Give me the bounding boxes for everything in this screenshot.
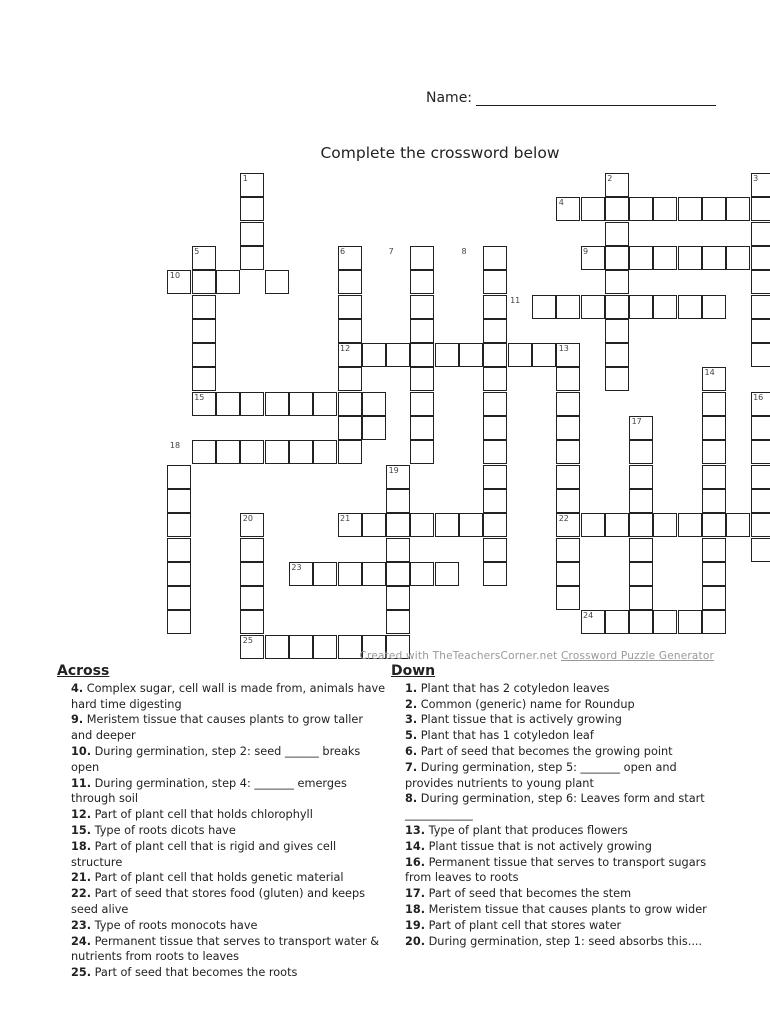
across-heading: Across <box>57 663 110 679</box>
clue-number-label: 8 <box>461 246 467 256</box>
clue-text: Part of plant cell that holds chlorophyll <box>91 808 313 822</box>
grid-cell[interactable] <box>167 562 191 586</box>
grid-cell[interactable] <box>483 513 507 537</box>
clue-number-label: 23 <box>291 562 302 572</box>
clue-number: 11. <box>71 776 92 790</box>
grid-cell[interactable] <box>435 513 459 537</box>
down-clue <box>391 712 721 728</box>
grid-cell[interactable] <box>313 635 337 659</box>
grid-cell[interactable] <box>678 197 702 221</box>
grid-cell[interactable] <box>240 222 264 246</box>
across-clue <box>57 744 387 776</box>
clue-number: 24. <box>71 934 92 948</box>
down-clue <box>391 760 721 792</box>
clue-number: 17. <box>405 887 426 901</box>
grid-cell[interactable] <box>702 197 726 221</box>
grid-cell[interactable] <box>751 513 770 537</box>
clue-number-label: 18 <box>169 441 181 451</box>
grid-cell[interactable] <box>265 440 289 464</box>
grid-cell[interactable] <box>192 295 216 319</box>
grid-cell[interactable] <box>678 295 702 319</box>
grid-cell[interactable] <box>240 562 264 586</box>
across-clue <box>57 918 387 934</box>
grid-cell[interactable] <box>386 489 410 513</box>
grid-cell[interactable] <box>410 319 434 343</box>
grid-cell[interactable] <box>702 586 726 610</box>
grid-cell[interactable] <box>265 392 289 416</box>
clue-number: 16. <box>405 855 426 869</box>
grid-cell[interactable] <box>362 513 386 537</box>
clue-number: 5. <box>405 729 418 743</box>
across-clue <box>57 823 387 839</box>
grid-cell[interactable] <box>410 270 434 294</box>
clue-number: 22. <box>71 887 92 901</box>
grid-cell[interactable] <box>240 586 264 610</box>
clue-number-label: 19 <box>388 465 399 475</box>
clue-number-label: 1 <box>242 174 248 183</box>
grid-cell[interactable] <box>605 270 629 294</box>
grid-cell[interactable] <box>338 319 362 343</box>
grid-cell[interactable] <box>192 319 216 343</box>
clue-text: Meristem tissue that causes plants to grow wider <box>425 902 707 916</box>
grid-cell[interactable] <box>289 635 313 659</box>
clue-number: 1. <box>405 681 418 695</box>
down-heading: Down <box>391 663 436 679</box>
clue-number: 4. <box>71 681 84 695</box>
clue-text: Part of plant cell that holds genetic material <box>91 871 344 885</box>
grid-cell[interactable] <box>702 440 726 464</box>
grid-cell[interactable] <box>629 246 653 270</box>
clue-number-label: 21 <box>340 514 351 524</box>
grid-cell[interactable] <box>216 392 240 416</box>
grid-cell[interactable] <box>483 270 507 294</box>
grid-cell[interactable] <box>653 197 677 221</box>
grid-cell[interactable] <box>167 465 191 489</box>
clue-number-label: 10 <box>169 271 181 281</box>
grid-cell[interactable] <box>362 562 386 586</box>
across-clue <box>57 776 387 808</box>
grid-cell[interactable] <box>751 246 770 270</box>
clue-number: 3. <box>405 713 418 727</box>
clue-number: 2. <box>405 697 418 711</box>
grid-cell[interactable] <box>410 343 434 367</box>
grid-cell[interactable] <box>702 465 726 489</box>
grid-cell[interactable] <box>386 586 410 610</box>
clue-number: 10. <box>71 744 92 758</box>
grid-cell[interactable] <box>410 562 434 586</box>
grid-cell[interactable] <box>483 319 507 343</box>
clue-text: Type of plant that produces flowers <box>425 823 628 837</box>
grid-cell[interactable] <box>410 440 434 464</box>
grid-cell[interactable] <box>192 367 216 391</box>
grid-cell[interactable] <box>410 513 434 537</box>
grid-cell[interactable] <box>435 562 459 586</box>
grid-cell[interactable] <box>338 295 362 319</box>
grid-cell[interactable] <box>483 562 507 586</box>
grid-cell[interactable] <box>629 465 653 489</box>
grid-cell[interactable] <box>386 562 410 586</box>
down-clues <box>391 664 721 949</box>
grid-cell[interactable] <box>167 538 191 562</box>
credit-text: Created with TheTeachersCorner.net <box>359 650 561 662</box>
grid-cell[interactable] <box>605 343 629 367</box>
across-clue <box>57 965 387 981</box>
clue-text: Part of seed that becomes the stem <box>425 887 632 901</box>
across-clues <box>57 664 387 981</box>
across-list <box>57 681 387 981</box>
clue-number: 18. <box>405 902 426 916</box>
grid-cell[interactable] <box>653 610 677 634</box>
grid-cell[interactable] <box>289 392 313 416</box>
grid-cell[interactable] <box>629 197 653 221</box>
clue-number-label: 20 <box>242 514 253 524</box>
grid-cell[interactable] <box>751 319 770 343</box>
grid-cell[interactable] <box>459 343 483 367</box>
across-clue <box>57 839 387 871</box>
clue-number-label: 7 <box>388 246 394 256</box>
grid-cell[interactable] <box>410 295 434 319</box>
grid-cell[interactable] <box>629 538 653 562</box>
clue-text: Plant tissue that is not actively growing <box>425 839 652 853</box>
grid-cell[interactable] <box>556 586 580 610</box>
clue-number-label: 24 <box>583 611 594 621</box>
clue-number-label: 3 <box>753 174 759 183</box>
grid-cell[interactable] <box>726 246 750 270</box>
clue-text: During germination, step 4: _______ emerges through soil <box>71 776 347 806</box>
clue-text: Meristem tissue that causes plants to grow taller and deeper <box>71 713 364 743</box>
grid-cell[interactable] <box>556 489 580 513</box>
grid-cell[interactable] <box>459 513 483 537</box>
across-clue <box>57 681 387 713</box>
grid-cell[interactable] <box>338 635 362 659</box>
grid-cell[interactable] <box>702 538 726 562</box>
clue-text: Plant that has 2 cotyledon leaves <box>417 681 610 695</box>
clue-number-label: 22 <box>558 514 569 524</box>
credit-line <box>360 650 715 662</box>
grid-cell[interactable] <box>240 392 264 416</box>
down-clue <box>391 918 721 934</box>
clue-text: During germination, step 6: Leaves form and start ____________ <box>405 792 705 822</box>
grid-cell[interactable] <box>726 197 750 221</box>
grid-cell[interactable] <box>167 610 191 634</box>
grid-cell[interactable] <box>702 392 726 416</box>
grid-cell[interactable] <box>338 270 362 294</box>
clue-number: 6. <box>405 744 418 758</box>
clue-number: 18. <box>71 839 92 853</box>
generator-link[interactable]: Crossword Puzzle Generator <box>561 650 714 662</box>
clue-text: Permanent tissue that serves to transport water & nutrients from roots to leaves <box>71 934 380 964</box>
grid-cell[interactable] <box>338 416 362 440</box>
grid-cell[interactable] <box>702 513 726 537</box>
grid-cell[interactable] <box>483 440 507 464</box>
grid-cell[interactable] <box>532 295 556 319</box>
clue-text: During germination, step 5: _______ open and provides nutrients to young plant <box>405 760 677 790</box>
grid-cell[interactable] <box>605 513 629 537</box>
grid-cell[interactable] <box>556 562 580 586</box>
down-clue <box>391 855 721 887</box>
grid-cell[interactable] <box>751 197 770 221</box>
clue-number-label: 14 <box>704 368 715 378</box>
grid-cell[interactable] <box>678 513 702 537</box>
grid-cell[interactable] <box>653 295 677 319</box>
clue-number: 23. <box>71 918 92 932</box>
clue-text: Part of plant cell that is rigid and gives cell structure <box>71 839 337 869</box>
clue-number-label: 13 <box>558 344 569 354</box>
grid-cell[interactable] <box>629 562 653 586</box>
grid-cell[interactable] <box>556 416 580 440</box>
grid-cell[interactable] <box>240 197 264 221</box>
clue-number: 20. <box>405 934 426 948</box>
grid-cell[interactable] <box>240 246 264 270</box>
grid-cell[interactable] <box>605 319 629 343</box>
down-clue <box>391 886 721 902</box>
clue-number-label: 16 <box>753 392 764 402</box>
grid-cell[interactable] <box>483 246 507 270</box>
grid-cell[interactable] <box>410 392 434 416</box>
grid-cell[interactable] <box>702 489 726 513</box>
clue-number-label: 9 <box>583 246 589 256</box>
grid-cell[interactable] <box>362 416 386 440</box>
clue-number-label: 2 <box>607 174 613 183</box>
grid-cell[interactable] <box>605 222 629 246</box>
grid-cell[interactable] <box>751 440 770 464</box>
grid-cell[interactable] <box>435 343 459 367</box>
clue-number: 12. <box>71 808 92 822</box>
down-clue <box>391 791 721 823</box>
grid-cell[interactable] <box>338 562 362 586</box>
grid-cell[interactable] <box>313 392 337 416</box>
clue-number: 8. <box>405 792 418 806</box>
grid-cell[interactable] <box>313 440 337 464</box>
grid-cell[interactable] <box>556 367 580 391</box>
down-clue <box>391 744 721 760</box>
grid-cell[interactable] <box>410 246 434 270</box>
grid-cell[interactable] <box>313 562 337 586</box>
grid-cell[interactable] <box>483 538 507 562</box>
grid-cell[interactable] <box>605 367 629 391</box>
clue-text: Part of seed that stores food (gluten) and keeps seed alive <box>71 887 366 916</box>
clue-number: 25. <box>71 966 92 980</box>
grid-cell[interactable] <box>751 416 770 440</box>
grid-cell[interactable] <box>702 562 726 586</box>
grid-cell[interactable] <box>216 440 240 464</box>
across-clue <box>57 886 387 918</box>
clue-text: Type of roots monocots have <box>91 918 258 932</box>
down-clue <box>391 681 721 697</box>
across-clue <box>57 712 387 744</box>
grid-cell[interactable] <box>483 489 507 513</box>
grid-cell[interactable] <box>556 440 580 464</box>
clue-text: Part of plant cell that stores water <box>425 918 622 932</box>
clue-number-label: 4 <box>558 198 564 208</box>
grid-cell[interactable] <box>726 513 750 537</box>
grid-cell[interactable] <box>653 246 677 270</box>
grid-cell[interactable] <box>629 489 653 513</box>
grid-cell[interactable] <box>386 513 410 537</box>
down-clue <box>391 697 721 713</box>
clue-text: Plant that has 1 cotyledon leaf <box>417 729 594 743</box>
grid-cell[interactable] <box>338 392 362 416</box>
grid-cell[interactable] <box>702 610 726 634</box>
grid-cell[interactable] <box>556 465 580 489</box>
grid-cell[interactable] <box>556 295 580 319</box>
grid-cell[interactable] <box>386 343 410 367</box>
grid-cell[interactable] <box>751 489 770 513</box>
page-title: Complete the crossword below <box>320 144 560 162</box>
grid-cell[interactable] <box>508 343 532 367</box>
down-clue <box>391 902 721 918</box>
grid-cell[interactable] <box>338 367 362 391</box>
grid-cell[interactable] <box>751 295 770 319</box>
clue-text: Permanent tissue that serves to transport sugars from leaves to roots <box>405 855 707 885</box>
grid-cell[interactable] <box>751 538 770 562</box>
across-clue <box>57 807 387 823</box>
clue-text: During germination, step 2: seed ______ breaks open <box>71 744 361 774</box>
clue-number-label: 25 <box>242 635 253 645</box>
grid-cell[interactable] <box>240 610 264 634</box>
clue-number: 19. <box>405 918 426 932</box>
clue-number-label: 11 <box>510 295 521 305</box>
grid-cell[interactable] <box>702 416 726 440</box>
grid-cell[interactable] <box>410 367 434 391</box>
clue-text: Common (generic) name for Roundup <box>417 697 635 711</box>
clue-number: 9. <box>71 713 84 727</box>
grid-cell[interactable] <box>751 270 770 294</box>
clue-text: Type of roots dicots have <box>91 823 236 837</box>
grid-cell[interactable] <box>702 246 726 270</box>
clue-text: Part of seed that becomes the roots <box>91 966 298 980</box>
clue-text: Complex sugar, cell wall is made from, animals have hard time digesting <box>71 681 386 711</box>
clue-text: During germination, step 1: seed absorbs this.... <box>425 934 703 948</box>
grid-cell[interactable] <box>362 343 386 367</box>
clue-number: 21. <box>71 871 92 885</box>
grid-cell[interactable] <box>556 538 580 562</box>
grid-cell[interactable] <box>605 295 629 319</box>
clue-number-label: 5 <box>194 246 200 256</box>
grid-cell[interactable] <box>605 246 629 270</box>
across-clue <box>57 870 387 886</box>
grid-cell[interactable] <box>289 440 313 464</box>
grid-cell[interactable] <box>653 513 677 537</box>
grid-cell[interactable] <box>629 610 653 634</box>
clue-number: 14. <box>405 839 426 853</box>
grid-cell[interactable] <box>167 489 191 513</box>
grid-cell[interactable] <box>386 538 410 562</box>
grid-cell[interactable] <box>483 295 507 319</box>
down-clue <box>391 934 721 950</box>
name-label: Name: <box>426 90 473 106</box>
grid-cell[interactable] <box>483 465 507 489</box>
clue-number: 13. <box>405 823 426 837</box>
grid-cell[interactable] <box>216 270 240 294</box>
grid-cell[interactable] <box>629 295 653 319</box>
grid-cell[interactable] <box>751 222 770 246</box>
clue-number: 7. <box>405 760 418 774</box>
grid-cell[interactable] <box>362 392 386 416</box>
grid-cell[interactable] <box>240 440 264 464</box>
grid-cell[interactable] <box>532 343 556 367</box>
clue-number-label: 6 <box>340 246 346 256</box>
grid-cell[interactable] <box>702 295 726 319</box>
clue-number-label: 15 <box>194 392 205 402</box>
grid-cell[interactable] <box>167 586 191 610</box>
grid-cell[interactable] <box>483 416 507 440</box>
grid-cell[interactable] <box>605 610 629 634</box>
across-clue <box>57 934 387 966</box>
grid-cell[interactable] <box>751 465 770 489</box>
grid-cell[interactable] <box>338 440 362 464</box>
grid-cell[interactable] <box>556 392 580 416</box>
grid-cell[interactable] <box>240 538 264 562</box>
clue-number-label: 17 <box>631 417 642 426</box>
down-list <box>391 681 721 950</box>
grid-cell[interactable] <box>483 392 507 416</box>
grid-cell[interactable] <box>167 513 191 537</box>
down-clue <box>391 839 721 855</box>
grid-cell[interactable] <box>192 343 216 367</box>
clue-text: Part of seed that becomes the growing point <box>417 744 673 758</box>
clue-number: 15. <box>71 823 92 837</box>
down-clue <box>391 823 721 839</box>
grid-cell[interactable] <box>265 635 289 659</box>
grid-cell[interactable] <box>581 513 605 537</box>
grid-cell[interactable] <box>678 610 702 634</box>
grid-cell[interactable] <box>629 440 653 464</box>
grid-cell[interactable] <box>265 270 289 294</box>
clue-text: Plant tissue that is actively growing <box>417 713 622 727</box>
grid-cell[interactable] <box>192 440 216 464</box>
grid-cell[interactable] <box>386 610 410 634</box>
grid-cell[interactable] <box>678 246 702 270</box>
grid-cell[interactable] <box>483 343 507 367</box>
grid-cell[interactable] <box>581 197 605 221</box>
grid-cell[interactable] <box>629 513 653 537</box>
grid-cell[interactable] <box>192 270 216 294</box>
grid-cell[interactable] <box>605 197 629 221</box>
down-clue <box>391 728 721 744</box>
grid-cell[interactable] <box>410 416 434 440</box>
grid-cell[interactable] <box>581 295 605 319</box>
grid-cell[interactable] <box>629 586 653 610</box>
clue-number-label: 12 <box>340 344 351 354</box>
grid-cell[interactable] <box>751 343 770 367</box>
grid-cell[interactable] <box>483 367 507 391</box>
